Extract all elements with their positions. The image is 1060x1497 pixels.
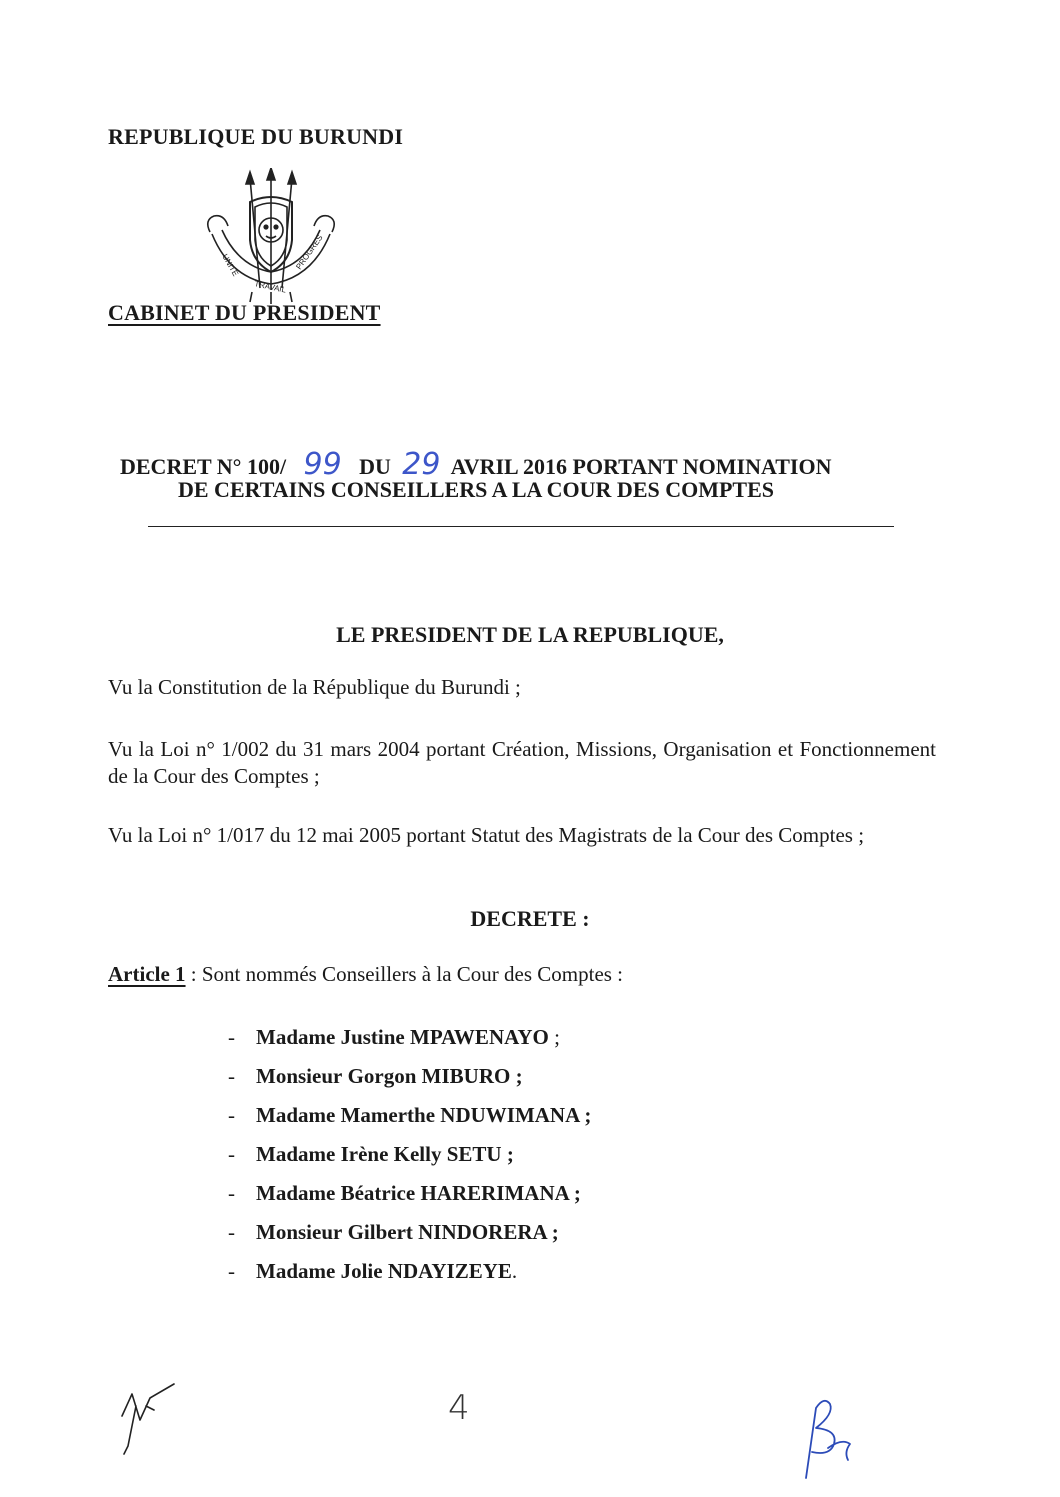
decree-du: DU xyxy=(359,454,391,479)
list-item: - Monsieur Gorgon MIBURO ; xyxy=(228,1064,523,1088)
vu-constitution: Vu la Constitution de la République du Burundi ; xyxy=(108,675,521,699)
list-item: - Madame Jolie NDAYIZEYE. xyxy=(228,1259,518,1283)
decree-number-handwritten: 99 xyxy=(303,447,342,482)
initials-right-signature xyxy=(790,1394,860,1484)
article-1-text: : Sont nommés Conseillers à la Cour des Comptes : xyxy=(185,962,624,986)
decree-title-rest: AVRIL 2016 PORTANT NOMINATION xyxy=(450,454,832,479)
appointee-list xyxy=(228,1018,591,1291)
president-heading: LE PRESIDENT DE LA REPUBLIQUE, xyxy=(336,622,724,647)
motto-progres: PROGRES xyxy=(294,233,325,272)
coat-of-arms-emblem xyxy=(200,168,342,308)
list-item: - Madame Mamerthe NDUWIMANA ; xyxy=(228,1103,592,1127)
office-name: CABINET DU PRESIDENT xyxy=(108,300,381,325)
article-1 xyxy=(108,962,623,987)
page-number: 4 xyxy=(448,1388,470,1428)
vu-loi-1-017: Vu la Loi n° 1/017 du 12 mai 2005 portant Statut des Magistrats de la Cour des Comptes ; xyxy=(108,823,865,847)
article-1-label: Article 1 xyxy=(108,962,186,986)
list-item: - Madame Irène Kelly SETU ; xyxy=(228,1142,514,1166)
decrete-heading: DECRETE : xyxy=(470,906,590,931)
motto-travail: TRAVAIL xyxy=(253,279,287,295)
decree-day-handwritten: 29 xyxy=(402,447,441,482)
list-item: - Madame Justine MPAWENAYO ; xyxy=(228,1025,560,1049)
initials-left-signature xyxy=(110,1376,190,1456)
vu-loi-1-002: Vu la Loi n° 1/002 du 31 mars 2004 portant Création, Missions, Organisation et Fonctionnement de la Cour des Comptes ; xyxy=(108,737,936,788)
list-item: - Madame Béatrice HARERIMANA ; xyxy=(228,1181,581,1205)
title-separator xyxy=(148,526,894,527)
list-item: - Monsieur Gilbert NINDORERA ; xyxy=(228,1220,559,1244)
country-name: REPUBLIQUE DU BURUNDI xyxy=(108,124,404,149)
decree-prefix: DECRET N° 100/ xyxy=(120,454,287,479)
motto-unite: UNITE xyxy=(220,252,241,278)
decree-title-line2: DE CERTAINS CONSEILLERS A LA COUR DES COMPTES xyxy=(178,477,775,502)
